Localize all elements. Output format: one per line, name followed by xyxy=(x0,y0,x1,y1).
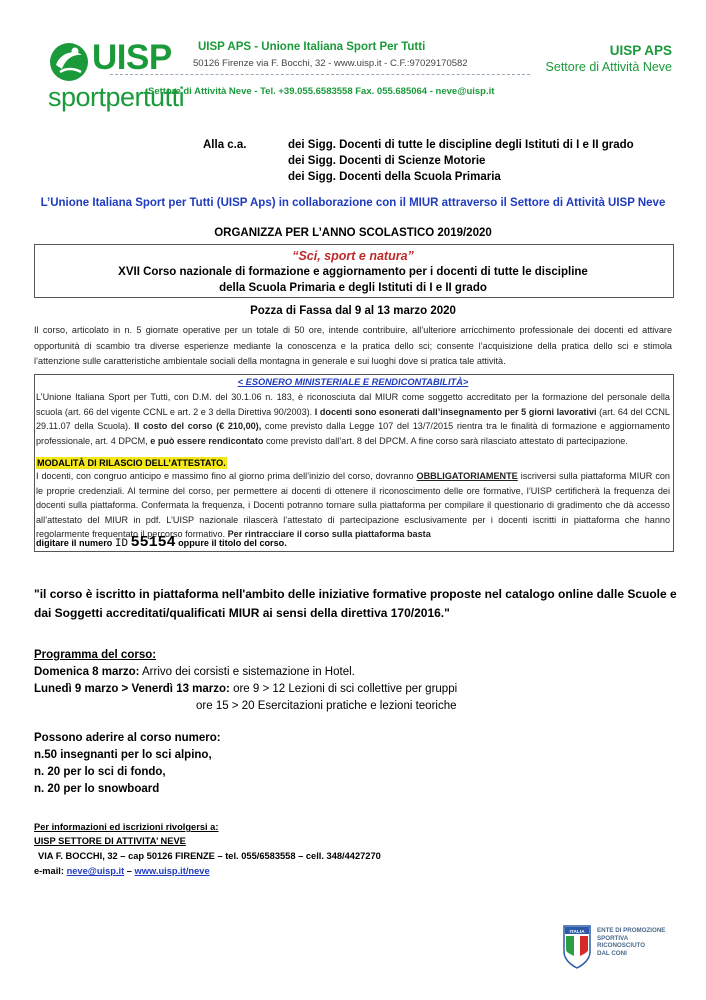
id-label: ID xyxy=(114,538,129,550)
uisp-logo-mark-icon xyxy=(48,41,90,83)
platform-id-line: digitare il numero ID 55154 oppure il titolo del corso. xyxy=(36,534,287,551)
recipients-label: Alla c.a. xyxy=(203,139,247,151)
recipient-line: dei Sigg. Docenti di Scienze Motorie xyxy=(288,155,486,167)
adhesion-item: n. 20 per lo sci di fondo, xyxy=(34,766,166,778)
header-right-subtitle: Settore di Attività Neve xyxy=(545,60,672,74)
coni-recognition-text: ENTE DI PROMOZIONE SPORTIVA RICONOSCIUTO DAL CONI xyxy=(597,927,666,957)
info-address: VIA F. BOCCHI, 32 – cap 50126 FIRENZE – tel. 055/6583558 – cell. 348/4427270 xyxy=(38,851,381,861)
attestation-paragraph: I docenti, con congruo anticipo e massimo fino al giorno prima dell’inizio del corso, dovranno OBBLIGATORIAMENTE iscriversi sulla piattaforma MIUR con le proprie credenziali. Al termine del corso, per permettere ai docenti di ottenere il riconoscimento delle ore formative, l’UISP certificherà la frequenza dei docenti sulla piattaforma. Confermata la frequenza, i Docenti potranno tornare sulla piattaforma per compilare il questionario di gradimento che dà accesso all’attestato del MIUR in pdf. L’UISP nazionale rilascerà l’attestato di partecipazione esclusivamente per i docenti iscritti in piattaforma che hanno regolarmente frequentato il percorso formativo. Per rintracciare il corso sulla piattaforma basta xyxy=(36,471,670,539)
attestation-mode-title: MODALITÀ DI RILASCIO DELL’ATTESTATO. xyxy=(37,458,226,468)
course-description-paragraph: Il corso, articolato in n. 5 giornate operative per un totale di 50 ore, intende contribuire, all’ulteriore arricchimento professionale dei docenti ed attivare opportunità di scambio tra diverse esperienze mediante la conoscenza e la pratica dello sci; consente l’acquisizione della pratica dello sci e stimola l’attenzione sulle caratteristiche ambientale sociali della montagna in generale e sui luoghi dove si pratica tale attività. xyxy=(34,325,672,366)
website-link[interactable]: www.uisp.it/neve xyxy=(134,866,210,876)
course-location-dates: Pozza di Fassa dal 9 al 13 marzo 2020 xyxy=(250,305,456,317)
header-right-title: UISP APS xyxy=(609,43,672,58)
program-day: Domenica 8 marzo: Arrivo dei corsisti e sistemazione in Hotel. xyxy=(34,666,355,678)
course-id-number: 55154 xyxy=(130,534,176,551)
header-org-name: UISP APS - Unione Italiana Sport Per Tutti xyxy=(198,41,426,53)
info-email-line: e-mail: neve@uisp.it – www.uisp.it/neve xyxy=(34,866,210,876)
course-name: “Sci, sport e natura” xyxy=(292,249,414,263)
catalog-note: "il corso è iscritto in piattaforma nell'ambito delle iniziative formative proposte nel catalogo online dalle Scuole e dai Soggetti accreditati/qualificati MIUR ai sensi della direttiva 170/2016." xyxy=(34,587,677,620)
adhesion-item: n. 20 per lo snowboard xyxy=(34,783,160,795)
program-day-continued: ore 15 > 20 Esercitazioni pratiche e lezioni teoriche xyxy=(196,700,457,712)
header-contacts: Settore di Attività Neve - Tel. +39.055.6583558 Fax. 055.685064 - neve@uisp.it xyxy=(148,86,495,97)
italia-coni-shield-icon xyxy=(562,924,592,970)
uisp-logo-text: UISP xyxy=(92,38,172,77)
course-description-line: della Scuola Primaria e degli Istituti di I e II grado xyxy=(219,282,487,294)
program-day: Lunedì 9 marzo > Venerdì 13 marzo: ore 9 > 12 Lezioni di sci collettive per gruppi xyxy=(34,683,458,695)
recipient-line: dei Sigg. Docenti di tutte le discipline degli Istituti di I e II grado xyxy=(288,139,634,151)
organizza-heading: ORGANIZZA PER L’ANNO SCOLASTICO 2019/2020 xyxy=(214,227,492,239)
header-divider xyxy=(110,74,530,75)
exemption-paragraph: L’Unione Italiana Sport per Tutti, con D.M. del 30.1.06 n. 183, è riconosciuta dal MIUR come soggetto accreditato per la formazione del personale della scuola (art. 66 del vigente CCNL e art. 2 e 3 della Direttiva 90/2003). I docenti sono esonerati dall’insegnamento per 5 giorni lavorativi (art. 64 del CCNL 29.11.07 della Scuola). Il costo del corso (€ 210,00), come previsto dalla Legge 107 del 13/7/2015 rientra tra le finalità di formazione e aggiornamento professionale, art. 4 DPCM, e può essere rendicontato come previsto dall’art. 8 del DPCM. A fine corso sarà rilasciato attestato di partecipazione. xyxy=(36,392,670,446)
intro-line: L’Unione Italiana Sport per Tutti (UISP Aps) in collaborazione con il MIUR attraverso il Settore di Attività UISP Neve xyxy=(40,197,666,209)
logo-tagline: sportpertutti xyxy=(48,82,185,112)
header-address: 50126 Firenze via F. Bocchi, 32 - www.uisp.it - C.F.:97029170582 xyxy=(193,58,468,69)
program-title: Programma del corso: xyxy=(34,649,157,661)
adhesion-item: n.50 insegnanti per lo sci alpino, xyxy=(34,749,212,761)
recipient-line: dei Sigg. Docenti della Scuola Primaria xyxy=(288,171,501,183)
badge-label: ITALIA xyxy=(569,929,585,935)
info-org: UISP SETTORE DI ATTIVITA’ NEVE xyxy=(34,836,186,846)
info-title: Per informazioni ed iscrizioni rivolgersi a: xyxy=(34,822,219,832)
email-link[interactable]: neve@uisp.it xyxy=(66,866,125,876)
adhesion-title: Possono aderire al corso numero: xyxy=(34,732,221,744)
course-description-line: XVII Corso nazionale di formazione e aggiornamento per i docenti di tutte le discipline xyxy=(118,266,588,278)
exemption-title: < ESONERO MINISTERIALE E RENDICONTABILITÀ> xyxy=(237,377,469,387)
